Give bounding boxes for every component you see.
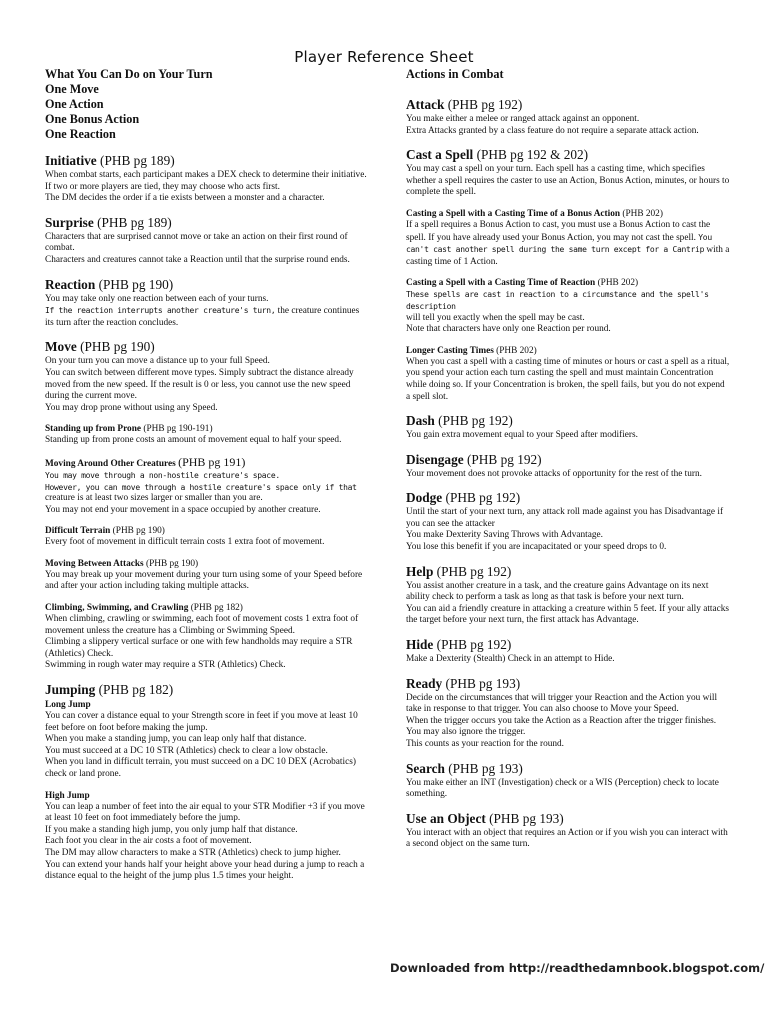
section-heading: Jumping (PHB pg 182) xyxy=(45,682,174,698)
section-heading: Initiative (PHB pg 189) xyxy=(45,153,175,168)
body-text: When you cast a spell with a casting time of minutes or hours or cast a spell as a ritual, you spend your action each turn casting the spell and must maintain Concentration while doing so. If your Concentration is broken, the spell fails, but you do not expend a spell slot. xyxy=(406,356,730,402)
body-text: You can cover a distance equal to your Strength score in feet if you move at least 10 feet before on foot before making the jump. xyxy=(45,711,358,733)
body-text: You can extend your hands half your height above your head during a jump to reach a distance equal to the height of the jump plus 1.5 times your height. xyxy=(45,859,365,882)
section-reaction xyxy=(45,276,370,330)
body-text: You assist another creature in a task, and the creature gains Advantage on its next ability check to perform a task as long as that task is before your next turn. xyxy=(406,580,709,603)
source-footer: Downloaded from http://readthedamnbook.blogspot.com/ xyxy=(390,961,765,975)
section-reaction-spell xyxy=(406,277,731,335)
section-heading: Hide (PHB pg 192) xyxy=(406,637,512,653)
turn-summary xyxy=(45,67,370,142)
section-attack xyxy=(406,96,731,137)
turn-summary-item: One Move xyxy=(45,82,99,96)
body-text: You make Dexterity Saving Throws with Advantage. xyxy=(406,530,603,541)
body-text: On your turn you can move a distance up to your full Speed. xyxy=(45,356,270,367)
section-standing-up xyxy=(45,423,370,447)
turn-summary-item: One Reaction xyxy=(45,127,116,141)
subsection-heading: Difficult Terrain (PHB pg 190) xyxy=(45,526,165,537)
body-text: You may also ignore the trigger. xyxy=(406,727,526,738)
section-heading: Attack (PHB pg 192) xyxy=(406,97,523,112)
body-text: Characters and creatures cannot take a Reaction until that the surprise round ends. xyxy=(45,254,350,265)
handwritten-text: You can't cast another spell during the same turn except for a Cantrip xyxy=(406,232,712,255)
page-title: Player Reference Sheet xyxy=(294,48,474,66)
section-difficult-terrain xyxy=(45,525,370,549)
subsection-heading: Moving Around Other Creatures (PHB pg 191) xyxy=(45,454,246,469)
section-cast-a-spell xyxy=(406,146,731,199)
subsection-heading: Casting a Spell with a Casting Time of Reaction (PHB 202) xyxy=(406,278,639,289)
body-text: The DM decides the order if a tie exists between a monster and a character. xyxy=(45,193,325,204)
left-column xyxy=(45,67,370,892)
body-text: When combat starts, each participant makes a DEX check to determine their initiative. xyxy=(45,170,367,180)
body-text: When you land in difficult terrain, you must succeed on a DC 10 DEX (Acrobatics) check or land prone. xyxy=(45,757,356,779)
body-text: You can leap a number of feet into the air equal to your STR Modifier +3 if you move at least 10 feet on foot immediately before the jump. xyxy=(45,801,365,824)
body-text: Until the start of your next turn, any attack roll made against you has Disadvantage if you can see the attacker xyxy=(406,507,724,529)
section-disengage xyxy=(406,451,731,481)
section-initiative xyxy=(45,152,370,205)
body-text: creature is at least two sizes larger or smaller than you are. xyxy=(45,493,263,504)
body-text: Make a Dexterity (Stealth) Check in an attempt to Hide. xyxy=(406,654,615,665)
section-heading: Search (PHB pg 193) xyxy=(406,760,523,776)
section-hide xyxy=(406,636,731,666)
body-text: Swimming in rough water may require a STR (Athletics) Check. xyxy=(45,660,286,671)
section-dodge xyxy=(406,489,731,553)
body-text: Extra Attacks granted by a class feature do not require a separate attack action. xyxy=(406,125,699,136)
handwritten-text: However, you can move through a hostile creature's space only if that xyxy=(45,482,357,492)
body-text: You can switch between different move types. Simply subtract the distance already moved from the new speed. If the result is 0 or less, you cannot use the new speed during the current move. xyxy=(45,367,354,402)
section-heading: Surprise (PHB pg 189) xyxy=(45,214,172,230)
body-text: Your movement does not provoke attacks of opportunity for the rest of the turn. xyxy=(406,468,702,479)
turn-summary-heading: What You Can Do on Your Turn xyxy=(45,67,213,81)
section-surprise xyxy=(45,214,370,267)
section-use-object xyxy=(406,810,731,851)
body-text: You interact with an object that requires an Action or if you wish you can interact with a second object on the same turn. xyxy=(406,827,728,850)
section-climbing xyxy=(45,602,370,672)
right-column xyxy=(406,67,731,860)
section-longer-casting xyxy=(406,345,731,403)
body-text: Decide on the circumstances that will trigger your Reaction and the Action you will take in response to that trigger. You can also choose to Move your Speed. xyxy=(406,692,718,715)
body-text: Climbing a slippery vertical surface or one with few handholds may require a STR (Athletics) Check. xyxy=(45,637,353,659)
body-text: When the trigger occurs you take the Action as a Reaction after the trigger finishes. xyxy=(406,715,717,726)
section-heading: Reaction (PHB pg 190) xyxy=(45,276,174,292)
body-text: You may not end your movement in a space occupied by another creature. xyxy=(45,504,321,515)
section-search xyxy=(406,760,731,801)
section-heading: Ready (PHB pg 193) xyxy=(406,675,521,691)
section-dash xyxy=(406,412,731,442)
subsection-heading: Standing up from Prone (PHB pg 190-191) xyxy=(45,424,213,435)
body-text: You make either an INT (Investigation) check or a WIS (Perception) check to locate something. xyxy=(406,777,719,800)
subsection-heading: Casting a Spell with a Casting Time of a Bonus Action (PHB 202) xyxy=(406,208,663,219)
body-text: You must succeed at a DC 10 STR (Athletics) check to clear a low obstacle. xyxy=(45,745,328,756)
section-heading: Dodge (PHB pg 192) xyxy=(406,490,521,506)
section-move xyxy=(45,338,370,414)
subsection-heading: Long Jump xyxy=(45,700,91,711)
body-text: You lose this benefit if you are incapacitated or your speed drops to 0. xyxy=(406,542,667,553)
actions-heading: Actions in Combat xyxy=(406,67,504,81)
handwritten-text: If the reaction interrupts another creature's turn, xyxy=(45,306,276,316)
section-moving-around xyxy=(45,456,370,516)
body-text: You may break up your movement during your turn using some of your Speed before and after your action including taking multiple attacks. xyxy=(45,569,363,592)
body-text: You can aid a friendly creature in attacking a creature within 5 feet. If your ally attacks the target before your next turn, the first attack has Advantage. xyxy=(406,603,730,626)
body-text: You may cast a spell on your turn. Each spell has a casting time, which specifies whether a spell requires the caster to use an Action, Bonus Action, minutes, or hours to complete the spell. xyxy=(406,164,730,198)
section-heading: Move (PHB pg 190) xyxy=(45,339,155,355)
body-text: The DM may allow characters to make a STR (Athletics) check to jump higher. xyxy=(45,847,341,858)
body-text: Note that characters have only one Reaction per round. xyxy=(406,324,611,335)
body-text: If a spell requires a Bonus Action to cast, you must use a Bonus Action to cast the spell. If you have already used your Bonus Action, you may not cast the spell. You can't cast another spell during the same turn except for a Cantrip with a casting time of 1 Action. xyxy=(406,219,730,267)
body-text: will tell you exactly when the spell may be cast. xyxy=(406,312,585,323)
body-text: Each foot you clear in the air costs a foot of movement. xyxy=(45,836,252,847)
section-heading: Disengage (PHB pg 192) xyxy=(406,451,542,467)
body-text: You may drop prone without using any Speed. xyxy=(45,402,218,413)
section-jumping xyxy=(45,681,370,883)
body-text: If the reaction interrupts another creature's turn, the creature continues its turn after the reaction concludes. xyxy=(45,306,360,328)
subsection-heading: Moving Between Attacks (PHB pg 190) xyxy=(45,558,199,569)
section-bonus-action-spell xyxy=(406,208,731,268)
handwritten-text: You may move through a non-hostile creature's space. xyxy=(45,470,280,480)
body-text: Characters that are surprised cannot move or take an action on their first round of combat. xyxy=(45,231,348,254)
body-text: Standing up from prone costs an amount of movement equal to half your speed. xyxy=(45,435,342,446)
body-text: When you make a standing jump, you can leap only half that distance. xyxy=(45,734,307,745)
body-text: You gain extra movement equal to your Speed after modifiers. xyxy=(406,430,638,441)
body-text: If two or more players are tied, they may choose who acts first. xyxy=(45,181,280,192)
section-help xyxy=(406,563,731,627)
section-heading: Help (PHB pg 192) xyxy=(406,563,512,579)
handwritten-text: These spells are cast in reaction to a circumstance and the spell's description xyxy=(406,290,709,311)
body-text: If you make a standing high jump, you only jump half that distance. xyxy=(45,824,298,835)
section-ready xyxy=(406,675,731,751)
subsection-heading: Climbing, Swimming, and Crawling (PHB pg 182) xyxy=(45,603,243,614)
section-heading: Dash (PHB pg 192) xyxy=(406,413,513,429)
body-text: You may take only one reaction between each of your turns. xyxy=(45,293,269,304)
section-heading: Cast a Spell (PHB pg 192 & 202) xyxy=(406,147,589,163)
body-text: This counts as your reaction for the round. xyxy=(406,739,565,749)
turn-summary-item: One Bonus Action xyxy=(45,112,140,126)
body-text: You make either a melee or ranged attack against an opponent. xyxy=(406,114,640,124)
subsection-heading: Longer Casting Times (PHB 202) xyxy=(406,345,537,356)
body-text: Every foot of movement in difficult terrain costs 1 extra foot of movement. xyxy=(45,537,325,548)
subsection-heading: High Jump xyxy=(45,790,90,801)
section-moving-between-attacks xyxy=(45,558,370,593)
section-heading: Use an Object (PHB pg 193) xyxy=(406,810,564,826)
body-text: When climbing, crawling or swimming, each foot of movement costs 1 extra foot of movement unless the creature has a Climbing or Swimming Speed. xyxy=(45,614,359,636)
turn-summary-item: One Action xyxy=(45,97,104,111)
